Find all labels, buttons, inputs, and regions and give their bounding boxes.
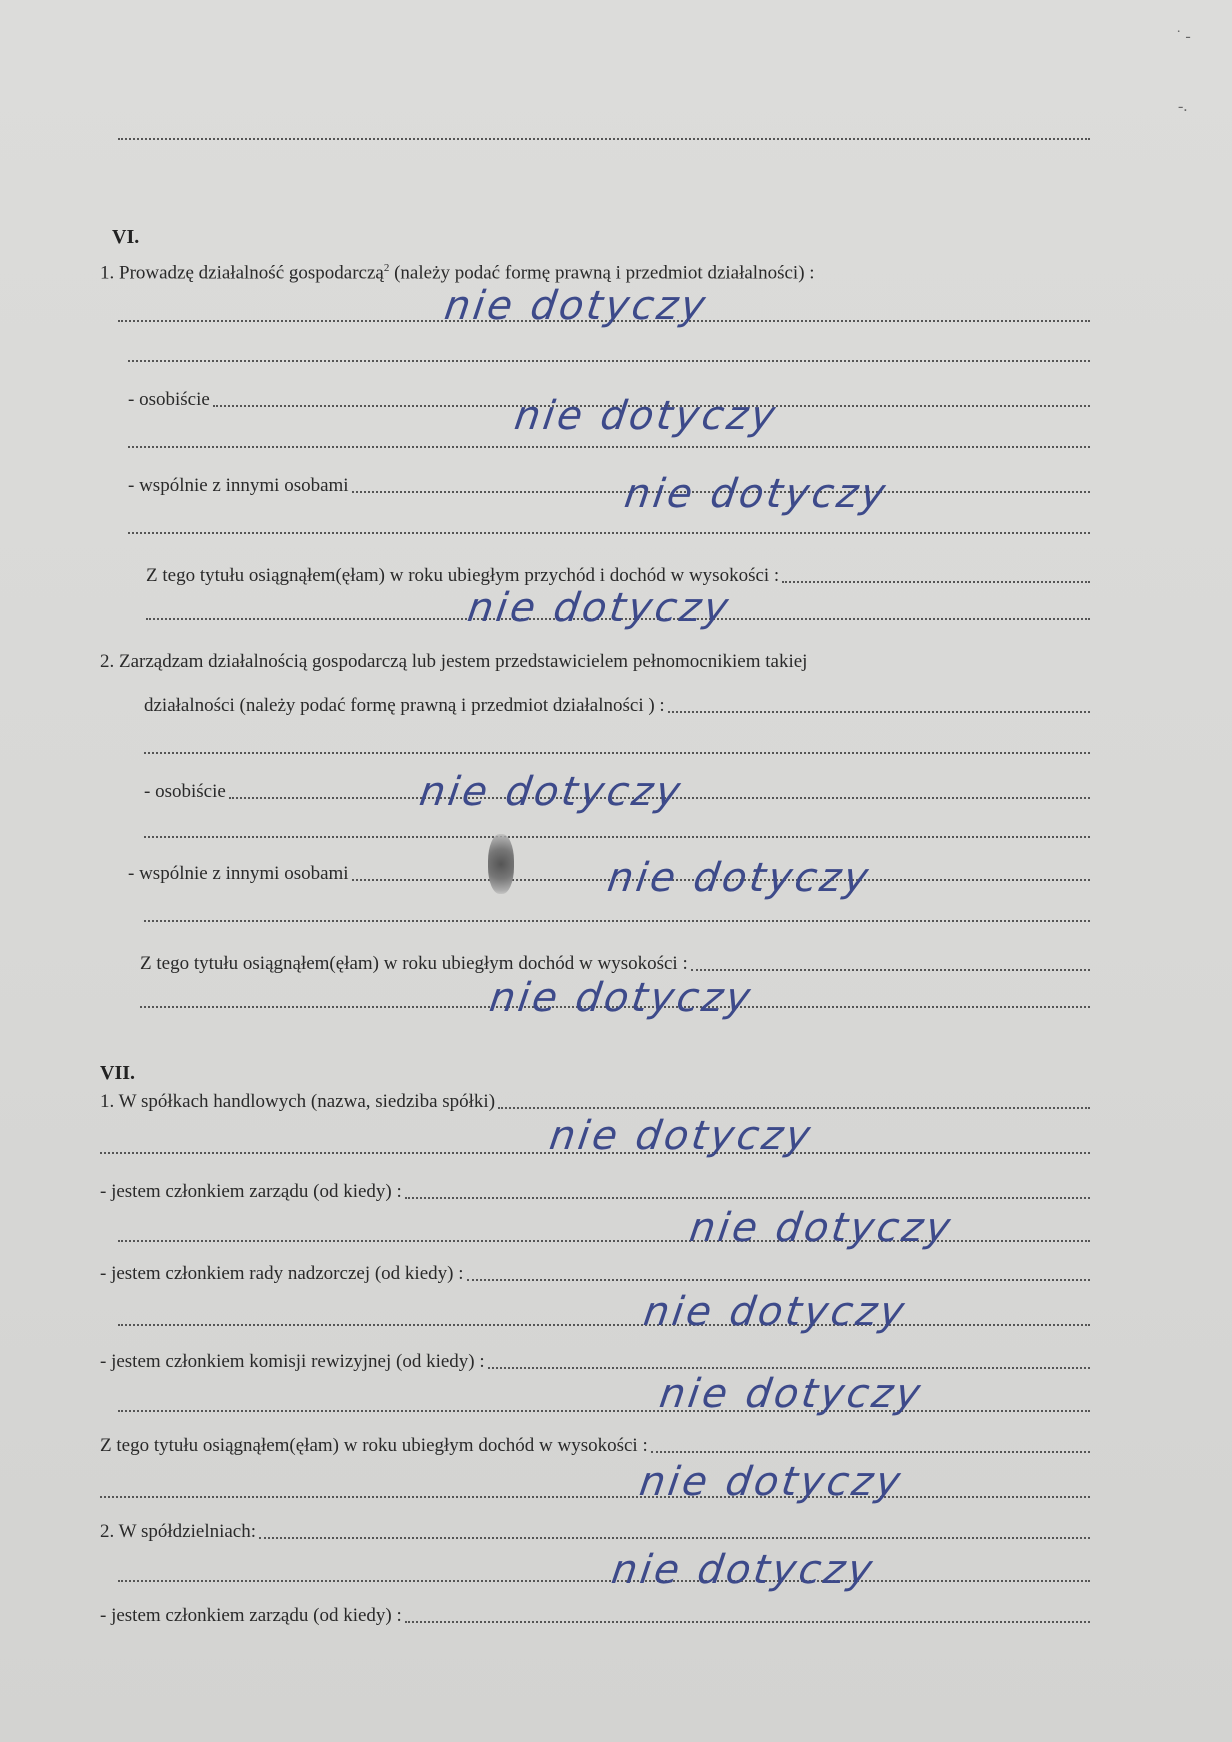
handwritten-answer: nie dotyczy (464, 585, 734, 631)
handwritten-answer: nie dotyczy (656, 1371, 926, 1417)
dotted-line (118, 136, 1090, 140)
handwritten-answer: nie dotyczy (636, 1459, 906, 1505)
ink-blot (488, 834, 514, 894)
handwritten-answer: nie dotyczy (621, 471, 891, 517)
vii-question-2-row: 2. W spółdzielniach: (100, 1520, 1090, 1544)
answer-line[interactable] (144, 750, 1090, 754)
vii-income-row: Z tego tytułu osiągnąłem(ęłam) w roku ubiegłym dochód w wysokości : (100, 1434, 1090, 1458)
vi-income-2-row: Z tego tytułu osiągnąłem(ęłam) w roku ubiegłym dochód w wysokości : (140, 952, 1090, 976)
vi-question-1: 1. Prowadzę działalność gospodarczą$^2$ (należy podać formę prawną i przedmiot działalności) : (100, 262, 815, 284)
handwritten-answer: nie dotyczy (416, 769, 686, 815)
handwritten-answer: nie dotyczy (441, 283, 711, 329)
vi-question-2-line-1: 2. Zarządzam działalnością gospodarczą lub jestem przedstawicielem pełnomocnikiem takiej (100, 651, 808, 672)
handwritten-answer: nie dotyczy (604, 855, 874, 901)
handwritten-answer: nie dotyczy (640, 1289, 910, 1335)
answer-line[interactable] (128, 358, 1090, 362)
vi-personally-row: - osobiście (128, 388, 1090, 412)
scan-speck: ˙ - (1176, 28, 1191, 45)
vi-income-1-row: Z tego tytułu osiągnąłem(ęłam) w roku ubiegłym przychód i dochód w wysokości : (146, 564, 1090, 588)
handwritten-answer: nie dotyczy (511, 393, 781, 439)
handwritten-answer: nie dotyczy (608, 1547, 878, 1593)
vi-question-2-line-2: działalności (należy podać formę prawną i przedmiot działalności ) : (144, 694, 1090, 718)
answer-line[interactable] (144, 834, 1090, 838)
vi-jointly-2-row: - wspólnie z innymi osobami (128, 862, 1090, 886)
answer-line[interactable] (100, 1494, 1090, 1498)
scan-speck: -. (1178, 98, 1188, 115)
answer-line[interactable] (128, 530, 1090, 534)
answer-line[interactable] (118, 1322, 1090, 1326)
vii-board-member-row: - jestem członkiem zarządu (od kiedy) : (100, 1180, 1090, 1204)
answer-line[interactable] (118, 1578, 1090, 1582)
answer-line[interactable] (118, 1408, 1090, 1412)
vii-board-member-2-row: - jestem członkiem zarządu (od kiedy) : (100, 1604, 1090, 1628)
section-vii-heading: VII. (100, 1062, 136, 1084)
vii-question-1-row: 1. W spółkach handlowych (nazwa, siedziba spółki) (100, 1090, 1090, 1114)
vi-jointly-row: - wspólnie z innymi osobami (128, 474, 1090, 498)
vii-supervisory-member-row: - jestem członkiem rady nadzorczej (od kiedy) : (100, 1262, 1090, 1286)
vi-personally-2-row: - osobiście (144, 780, 1090, 804)
vii-audit-member-row: - jestem członkiem komisji rewizyjnej (od kiedy) : (100, 1350, 1090, 1374)
section-vi-heading: VI. (112, 226, 140, 248)
handwritten-answer: nie dotyczy (546, 1113, 816, 1159)
answer-line[interactable] (144, 918, 1090, 922)
handwritten-answer: nie dotyczy (686, 1205, 956, 1251)
answer-line[interactable] (128, 444, 1090, 448)
handwritten-answer: nie dotyczy (486, 975, 756, 1021)
